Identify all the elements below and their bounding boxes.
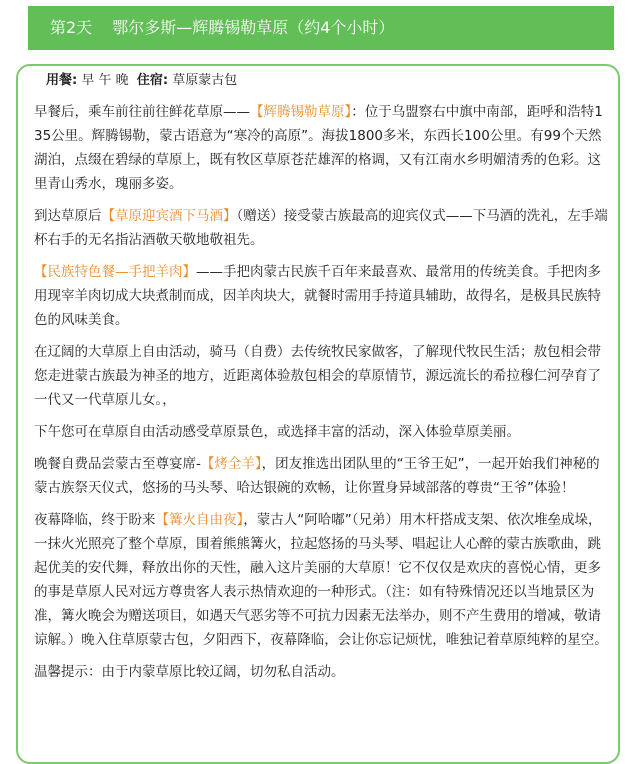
highlight-bonfire: 【篝火自由夜】 (155, 512, 244, 528)
itinerary-content (34, 100, 608, 692)
paragraph-mutton (34, 260, 608, 332)
meal-lodging-info (46, 72, 237, 90)
paragraph-welcome-wine (34, 204, 608, 252)
highlight-mutton: 【民族特色餐—手把羊肉】 (34, 264, 196, 280)
text: 到达草原后 (34, 208, 102, 224)
text: （赠送）接受蒙古族最高的迎宾仪式——下马酒的洗礼，左手端杯右手的无名指沾酒敬天敬地敬祖先。 (34, 208, 608, 248)
meal-value: 早 午 晚 (81, 73, 129, 88)
stay-value: 草原蒙古包 (172, 73, 238, 88)
text: 早餐后，乘车前往前往鲜花草原—— (34, 104, 250, 120)
text: ——手把肉蒙古民族千百年来最喜欢、最常用的传统美食。手把肉多用现宰羊肉切成大块煮制而成，因羊肉块大，就餐时需用手持道具辅助，故得名，是极具民族特色的风味美食。 (34, 264, 601, 328)
day-title: 鄂尔多斯—辉腾锡勒草原（约4个小时） (112, 18, 395, 37)
meal-label: 用餐: (46, 73, 78, 88)
paragraph-grassland (34, 100, 608, 196)
day-number: 第2天 (50, 18, 93, 37)
highlight-welcome-wine: 【草原迎宾酒下马酒】 (101, 208, 237, 224)
paragraph-dinner (34, 452, 608, 500)
paragraph-bonfire (34, 508, 608, 652)
highlight-roast-lamb: 【烤全羊】 (200, 456, 262, 472)
paragraph-afternoon: 下午您可在草原自由活动感受草原景色，或选择丰富的活动，深入体验草原美丽。 (34, 424, 520, 440)
highlight-huitengxile: 【辉腾锡勒草原】 (250, 104, 352, 120)
paragraph-tip: 温馨提示：由于内蒙草原比较辽阔，切勿私自活动。 (34, 664, 345, 680)
paragraph-free-activity: 在辽阔的大草原上自由活动，骑马（自费）去传统牧民家做客，了解现代牧民生活；敖包相会带您走进蒙古族最为神圣的地方，近距离体验敖包相会的草原情节，源远流长的希拉穆仁河孕育了一代又一代草原儿女。， (34, 344, 601, 408)
text: 晚餐自费品尝蒙古至尊宴席- (34, 456, 201, 472)
text: ，蒙古人“阿哈嘟”（兄弟）用木杆搭成支架、依次堆垒成垛，一抹火光照亮了整个草原，围着熊熊篝火，拉起悠扬的马头琴、唱起让人心醉的蒙古族歌曲，跳起优美的安代舞，释放出你的天性，融入这片美丽的大草原！它不仅仅是欢庆的喜悦心情，更多的事是草原人民对远方尊贵客人表示热情欢迎的一种形式。（注：如有特殊情况还以当地景区为准，篝火晚会为赠送项目，如遇天气恶劣等不可抗力因素无法举办，则不产生费用的增减，敬请谅解。）晚入住草原蒙古包，夕阳西下，夜幕降临，会让你忘记烦忧，唯独记着草原纯粹的星空。 (34, 512, 608, 648)
text: ：位于乌盟察右中旗中南部，距呼和浩特135公里。辉腾锡勒，蒙古语意为“寒冷的高原”。海拔1800多米，东西长100公里。有99个天然湖泊，点缀在碧绿的草原上，既有牧区草原苍茫雄浑的格调，又有江南水乡明媚清秀的色彩。这里青山秀水，瑰丽多姿。 (34, 104, 603, 192)
stay-label: 住宿: (136, 73, 169, 88)
day-header (28, 6, 614, 50)
text: 夜幕降临，终于盼来 (34, 512, 156, 528)
text: ，团友推选出团队里的“王爷王妃”，一起开始我们神秘的蒙古族祭天仪式，悠扬的马头琴、哈达银碗的欢畅，让你置身异域部落的尊贵“王爷”体验！ (34, 456, 600, 496)
